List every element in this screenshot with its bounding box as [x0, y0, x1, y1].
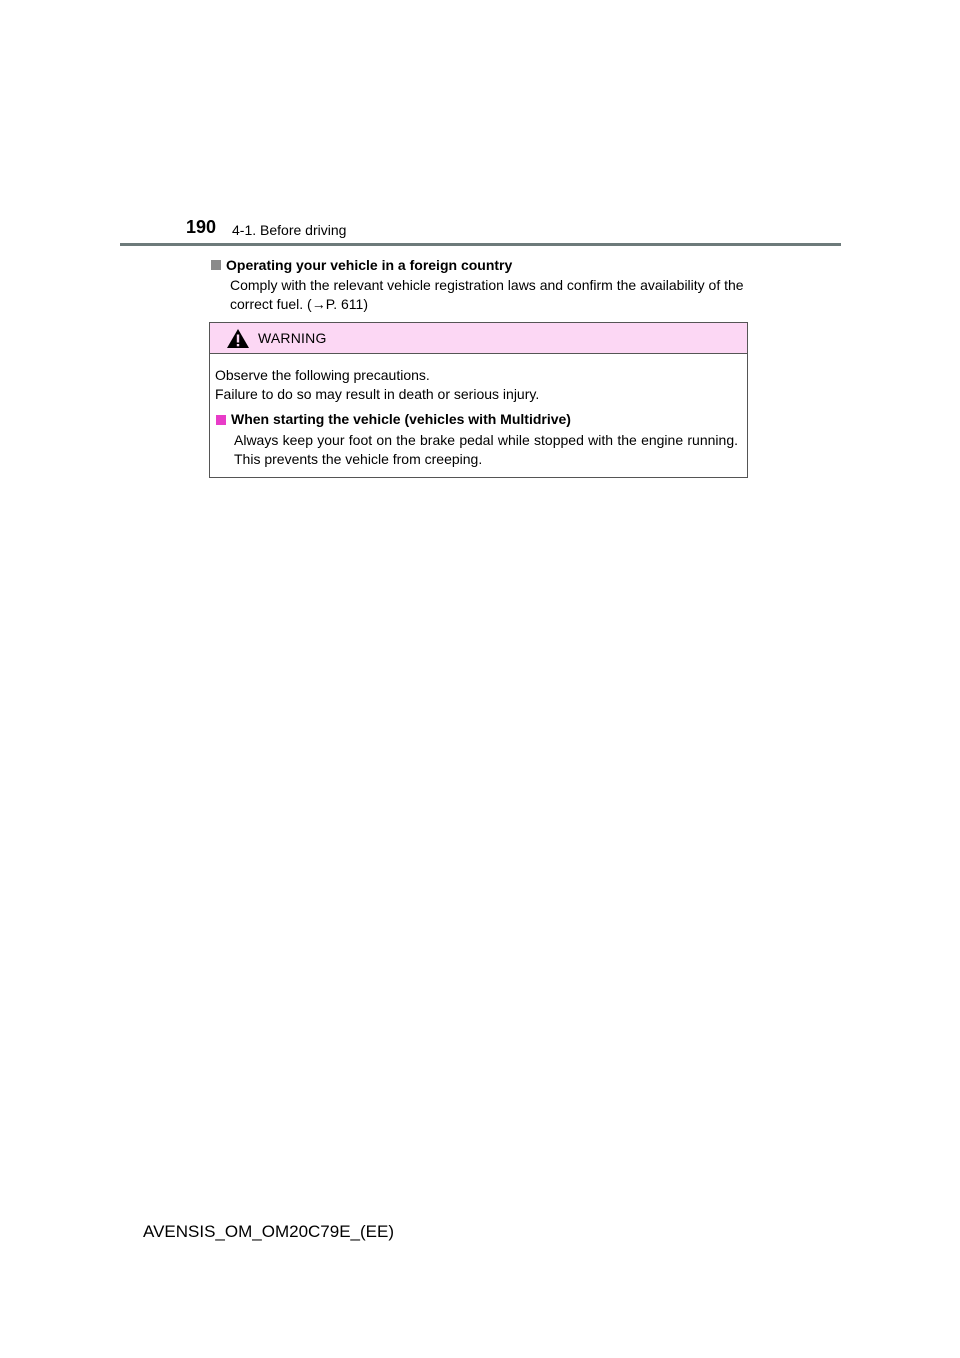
foreign-country-note [211, 256, 751, 314]
warning-subsection [215, 410, 738, 469]
warning-triangle-icon [226, 328, 250, 349]
warning-content [210, 354, 747, 469]
warning-header [210, 323, 747, 354]
note-heading-text: Operating your vehicle in a foreign country [226, 257, 513, 273]
warning-sub-heading [215, 410, 738, 429]
warning-sub-body: Always keep your foot on the brake pedal while stopped with the engine running. This prevents the vehicle from creeping. [234, 432, 738, 467]
square-bullet-icon [211, 260, 221, 270]
section-title: 4-1. Before driving [232, 222, 347, 238]
warning-label: WARNING [258, 330, 327, 346]
note-body: Comply with the relevant vehicle registration laws and confirm the availability of the correct fuel. (→P. 611) [230, 277, 744, 312]
warning-intro [215, 366, 738, 404]
warning-intro-line: Observe the following precautions. [215, 367, 430, 383]
note-heading [211, 256, 751, 274]
square-bullet-icon [216, 415, 226, 425]
header-divider [120, 243, 841, 246]
warning-box [209, 322, 748, 478]
warning-sub-heading-text: When starting the vehicle (vehicles with Multidrive) [231, 411, 571, 427]
document-code-footer: AVENSIS_OM_OM20C79E_(EE) [143, 1222, 394, 1241]
warning-intro-line: Failure to do so may result in death or serious injury. [215, 386, 540, 402]
page-number: 190 [186, 217, 217, 237]
